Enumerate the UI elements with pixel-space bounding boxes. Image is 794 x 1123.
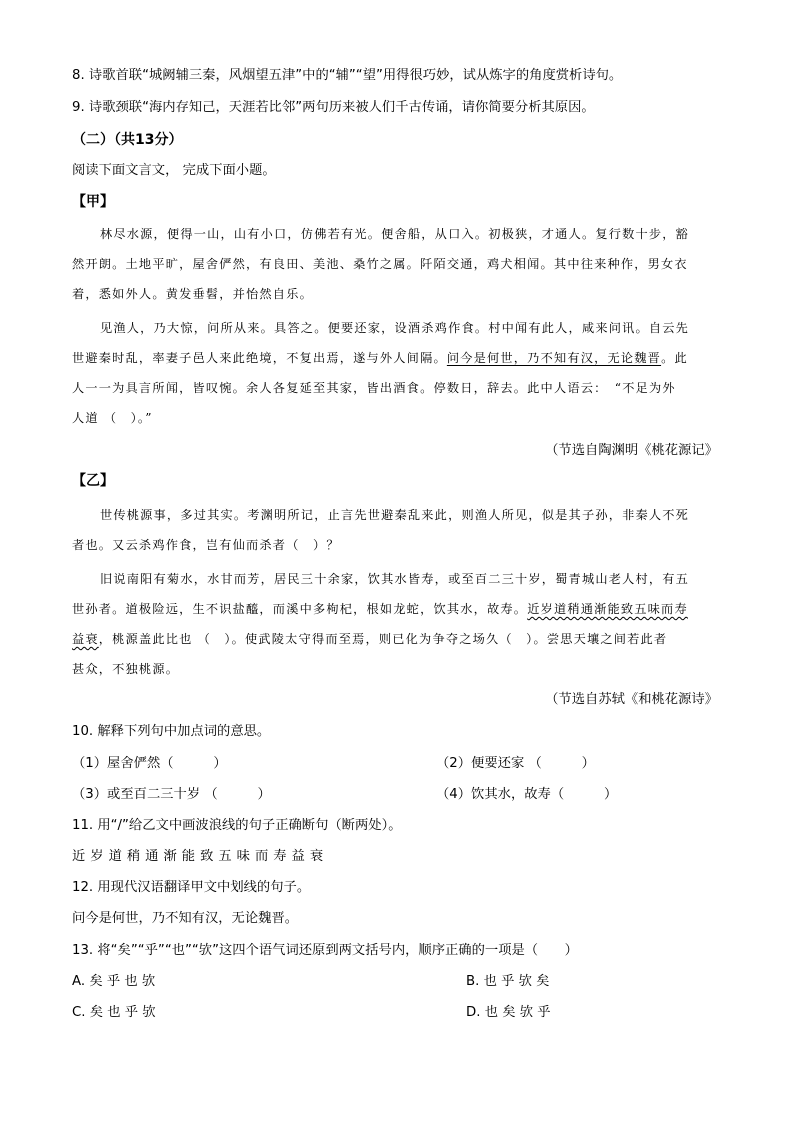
q10-item-1: （1）屋舍俨然（ ） — [72, 756, 227, 771]
question-10-items — [72, 754, 722, 774]
yi-line: 者也。又云杀鸡作食，岂有仙而杀者（ ）？ — [72, 538, 340, 552]
yi-line: 世传桃源事，多过其实。考渊明所记，止言先世避秦乱来此，则渔人所见，似是其子孙，非秦人不死 — [100, 508, 690, 522]
jia-line: 人一一为具言所闻，皆叹惋。余人各复延至其家，皆出酒食。停数日，辞去。此中人语云： “不足为外 — [72, 381, 676, 395]
option-d: D. 也 矣 欤 乎 — [466, 1005, 551, 1020]
yi-text: ，桃源盖此比也 （ ）。使武陵太守得而至焉，则已化为争夺之场久（ ）。尝思天壤之间若此者 — [98, 632, 668, 646]
yi-line — [72, 629, 722, 649]
jia-text: 。此 — [661, 351, 688, 365]
jia-line: 林尽水源，便得一山，山有小口，仿佛若有光。便舍船，从口入。初极狭，才通人。复行数十步，豁 — [100, 227, 690, 241]
jia-line: 然开朗。土地平旷，屋舍俨然，有良田、美池、桑竹之属。阡陌交通，鸡犬相闻。其中往来种作，男女衣 — [72, 257, 688, 271]
question-11: 11. 用“/”给乙文中画波浪线的句子正确断句（断两处）。 — [72, 818, 402, 833]
q11-sentence: 近岁道稍通渐能致五味而寿益衰 — [72, 849, 329, 864]
q12-sentence: 问今是何世，乃不知有汉，无论魏晋。 — [72, 911, 299, 926]
jia-line: 着，悉如外人。黄发垂髫，并怡然自乐。 — [72, 287, 313, 301]
jia-underlined-sentence: 问今是何世，乃不知有汉，无论魏晋 — [446, 351, 662, 365]
jia-source: （节选自陶渊明《桃花源记》 — [545, 443, 718, 458]
question-10-items — [72, 785, 722, 805]
q13-options-row — [72, 1003, 722, 1023]
passage-yi-label: 【乙】 — [72, 473, 114, 489]
question-12: 12. 用现代汉语翻译甲文中划线的句子。 — [72, 880, 311, 895]
option-a: A. 矣 乎 也 欤 — [72, 974, 156, 989]
q10-item-2: （2）便要还家 （ ） — [436, 756, 595, 771]
yi-line: 甚众，不独桃源。 — [72, 662, 180, 676]
yi-source: （节选自苏轼《和桃花源诗》 — [545, 692, 718, 707]
jia-line: 人道 （ ）。” — [72, 411, 153, 425]
yi-wavy-sentence: 近岁道稍通渐能致五味而寿 — [527, 602, 688, 616]
q10-item-3: （3）或至百二三十岁 （ ） — [72, 787, 271, 802]
question-13: 13. 将“矣”“乎”“也”“欤”这四个语气词还原到两文括号内，顺序正确的一项是（ ） — [72, 943, 578, 958]
question-10: 10. 解释下列句中加点词的意思。 — [72, 724, 271, 739]
section-heading: （二）（共13分） — [72, 132, 183, 148]
option-c: C. 矣 也 乎 欤 — [72, 1005, 156, 1020]
question-8: 8. 诗歌首联“城阙辅三秦，风烟望五津”中的“辅”“望”用得很巧妙，试从炼字的角度赏析诗句。 — [72, 68, 623, 83]
option-b: B. 也 乎 欤 矣 — [466, 974, 550, 989]
yi-wavy-sentence: 益衰 — [72, 632, 99, 646]
jia-line — [72, 348, 722, 368]
passage-jia-label: 【甲】 — [72, 194, 114, 210]
question-9: 9. 诗歌颈联“海内存知己，天涯若比邻”两句历来被人们千古传诵，请你简要分析其原因。 — [72, 100, 595, 115]
reading-instruction: 阅读下面文言文， 完成下面小题。 — [72, 163, 276, 178]
jia-text: 世避秦时乱，率妻子邑人来此绝境，不复出焉，遂与外人间隔。 — [72, 351, 447, 365]
jia-line: 见渔人，乃大惊，问所从来。具答之。便要还家，设酒杀鸡作食。村中闻有此人，咸来问讯。自云先 — [100, 321, 690, 335]
yi-text: 世孙者。道极险远，生不识盐醯，而溪中多枸杞，根如龙蛇，饮其水，故寿。 — [72, 602, 528, 616]
yi-line: 旧说南阳有菊水，水甘而芳，居民三十余家，饮其水皆寿，或至百二三十岁，蜀青城山老人村，有五 — [100, 572, 690, 586]
yi-line — [72, 599, 722, 619]
q10-item-4: （4）饮其水，故寿（ ） — [436, 787, 618, 802]
q13-options-row — [72, 972, 722, 992]
